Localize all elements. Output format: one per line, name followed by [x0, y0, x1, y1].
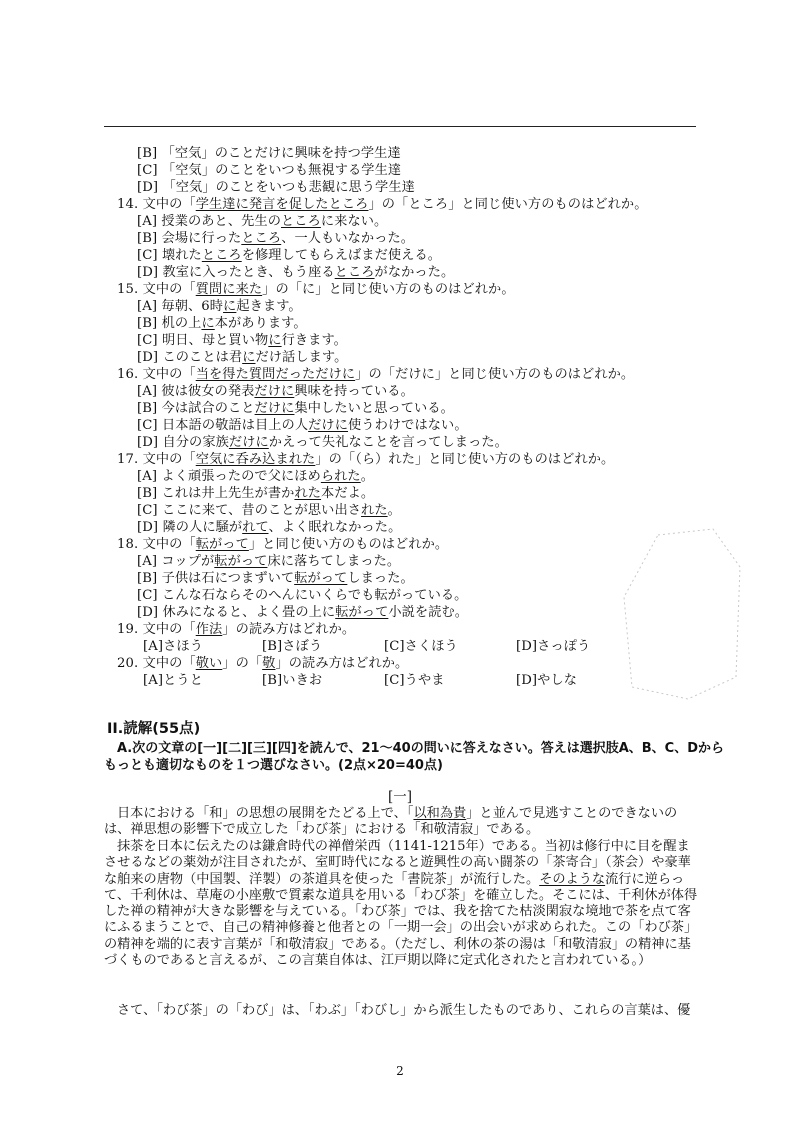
option-14b: [B] 会場に行ったところ、一人もいなかった。: [137, 231, 415, 246]
option-13b: [B] 「空気」のことだけに興味を持つ学生達: [137, 146, 401, 161]
page-number: 2: [396, 1064, 404, 1078]
option-18d: [D] 休みになると、よく畳の上に転がって小説を読む。: [137, 605, 469, 620]
question-19-ref: 作法: [195, 622, 223, 637]
passage-title: [一]: [387, 789, 413, 805]
question-15-ref: 質問に来た: [195, 282, 263, 297]
option-16b: [B] 今は試合のことだけに集中したいと思っている。: [137, 401, 454, 416]
passage-paragraph-2: 抹茶を日本に伝えたのは鎌倉時代の禅僧栄西（1141-1215年）である。当初は修行中に目を醒まさせるなどの薬効が注目されたが、室町時代になると遊興性の高い闘茶の「茶寄合」（茶会）や豪華な舶来の唐物（中国製、洋製）の茶道具を使った「書院茶」が流行した。そのような流行に逆らって、千利休は、草庵の小座敷で質素な道具を用いる「わび茶」を確立した。そこには、千利休が体得した禅の精神が大きな影響を与えている。「わび茶」では、我を捨てた枯淡閑寂な境地で茶を点て客にふるまうことで、自己の精神修養と他者との「一期一会」の出会いが求められた。この「わび茶」の精神を端的に表す言葉が「和敬清寂」である。（ただし、利休の茶の湯は「和敬清寂」の精神に基づくものであると言えるが、この言葉自体は、江戸期以降に定式化されたと言われている。）: [104, 839, 698, 969]
option-14a: [A] 授業のあと、先生のところに来ない。: [137, 214, 388, 229]
choice-20a: [A]とうと: [143, 673, 203, 688]
option-18b: [B] 子供は石につまずいて転がってしまった。: [137, 571, 414, 586]
choice-19a: [A]さほう: [143, 639, 203, 654]
question-20-ref: 敬い: [195, 656, 223, 671]
choice-19d: [D]さっぽう: [516, 639, 591, 654]
option-16d: [D] 自分の家族だけにかえって失礼なことを言ってしまった。: [137, 435, 508, 450]
question-15: 15. 文中の「質問に来た」の「に」と同じ使い方のものはどれか。: [117, 282, 515, 297]
choice-20b: [B]いきお: [262, 673, 323, 688]
question-17-ref: 空気に呑み込まれた: [195, 452, 316, 467]
choice-19c: [C]さくほう: [384, 639, 458, 654]
option-17b: [B] これは井上先生が書かれた本だよ。: [137, 486, 375, 501]
question-19: 19. 文中の「作法」の読み方はどれか。: [117, 622, 356, 637]
question-17: 17. 文中の「空気に呑み込まれた」の「（ら）れた」と同じ使い方のものはどれか。: [117, 452, 615, 467]
option-13d: [D] 「空気」のことをいつも悲観に思う学生達: [137, 180, 415, 195]
option-17d: [D] 隣の人に騒がれて、よく眠れなかった。: [137, 520, 402, 535]
choice-20c: [C]うやま: [384, 673, 445, 688]
option-17a: [A] よく頑張ったので父にほめられた。: [137, 469, 375, 484]
question-18: 18. 文中の「転がって」と同じ使い方のものはどれか。: [117, 537, 449, 552]
option-17c: [C] ここに来て、昔のことが思い出された。: [137, 503, 401, 518]
faint-stamp-mark: [618, 527, 748, 702]
option-14d: [D] 教室に入ったとき、もう座るところがなかった。: [137, 265, 455, 280]
choice-19b: [B]さぼう: [262, 639, 323, 654]
section-heading: II.読解(55点): [107, 721, 201, 737]
option-15b: [B] 机の上に本があります。: [137, 316, 307, 331]
question-16-ref: 当を得た質問だっただけに: [195, 367, 356, 382]
option-13c: [C] 「空気」のことをいつも無視する学生達: [137, 163, 402, 178]
choice-20d: [D]やしな: [516, 673, 578, 688]
option-14c: [C] 壊れたところを修理してもらえばまだ使える。: [137, 248, 442, 263]
option-18c: [C] こんな石ならそのへんにいくらでも転がっている。: [137, 588, 468, 603]
option-16a: [A] 彼は彼女の発表だけに興味を持っている。: [137, 384, 414, 399]
question-14: 14. 文中の「学生達に発言を促したところ」の「ところ」と同じ使い方のものはどれか。: [117, 197, 648, 212]
question-20: 20. 文中の「敬い」の「敬」の読み方はどれか。: [117, 656, 409, 671]
question-16: 16. 文中の「当を得た質問だっただけに」の「だけに」と同じ使い方のものはどれか。: [117, 367, 635, 382]
header-rule: [104, 126, 696, 127]
option-16c: [C] 日本語の敬語は目上の人だけに使うわけではない。: [137, 418, 468, 433]
option-15d: [D] このことは君にだけ話します。: [137, 350, 348, 365]
question-18-ref: 転がって: [195, 537, 249, 552]
passage-paragraph-3: さて、「わび茶」の「わび」は、「わぶ」「わびし」から派生したものであり、これらの言葉は、優: [117, 1003, 691, 1018]
option-15a: [A] 毎朝、6時に起きます。: [137, 299, 302, 314]
instruction-line-2: もっとも適切なものを１つ選びなさい。(2点×20=40点): [104, 758, 443, 773]
option-15c: [C] 明日、母と買い物に行きます。: [137, 333, 347, 348]
instruction-line-1: A.次の文章の[一][二][三][四]を読んで、21～40の問いに答えなさい。答えは選択肢A、B、C、Dから: [117, 741, 724, 756]
passage-paragraph-1: 日本における「和」の思想の展開をたどる上で、「以和為貴」と並んで見逃すことのできないのは、禅思想の影響下で成立した「わび茶」における「和敬清寂」である。: [104, 806, 678, 838]
question-20-ref2: 敬: [262, 656, 276, 671]
option-18a: [A] コップが転がって床に落ちてしまった。: [137, 554, 401, 569]
question-14-ref: 学生達に発言を促したところ: [195, 197, 369, 212]
